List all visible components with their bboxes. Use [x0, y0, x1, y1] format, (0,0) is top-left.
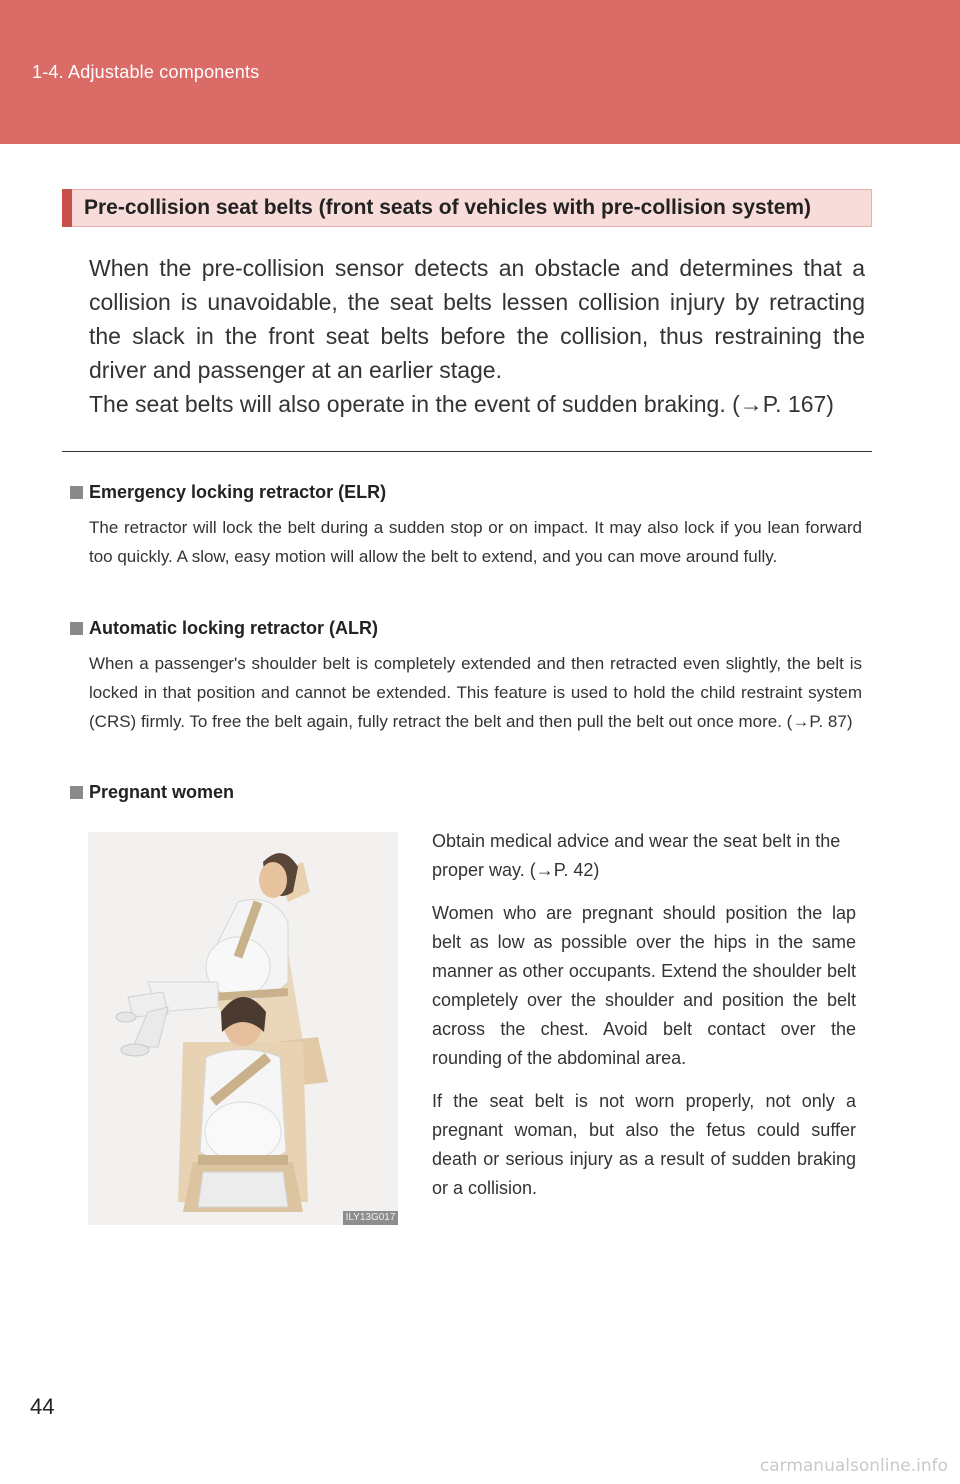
item-heading-text: Emergency locking retractor (ELR): [89, 482, 387, 502]
bullet-square-icon: [70, 622, 83, 635]
figure-code: ILY13G017: [343, 1211, 398, 1225]
intro-text: [89, 251, 865, 421]
pregnant-paragraph-1: Obtain medical advice and wear the seat belt in the proper way. (→P. 42): [432, 831, 841, 880]
seatbelt-illustration-svg: [88, 832, 398, 1225]
item-pregnant: [70, 782, 862, 803]
item-elr: [70, 482, 862, 571]
pregnant-paragraph-2: Women who are pregnant should position the lap belt as low as possible over the hips in the same manner as other occupants. Extend the shoulder belt completely over the shoulder and position the belt across the chest. Avoid belt contact over the rounding of the abdominal area.: [432, 903, 856, 1068]
pregnant-women-text: [432, 827, 856, 1217]
item-heading-text: Pregnant women: [89, 782, 235, 802]
pregnant-paragraph-3: If the seat belt is not worn properly, not only a pregnant woman, but also the fetus could suffer death or serious injury as a result of sudden braking or a collision.: [432, 1091, 856, 1198]
intro-paragraph-1: When the pre-collision sensor detects an obstacle and determines that a collision is unavoidable, the seat belts lessen collision injury by retracting the slack in the front seat belts before the collision, thus restraining the driver and passenger at an earlier stage.: [89, 255, 865, 383]
page-number: 44: [30, 1394, 55, 1419]
item-heading: [70, 618, 862, 639]
section-divider: [62, 451, 872, 452]
item-body: The retractor will lock the belt during a sudden stop or on impact. It may also lock if you lean forward too quickly. A slow, easy motion will allow the belt to extend, and you can move around fully.: [89, 518, 862, 566]
item-heading: [70, 782, 862, 803]
section-title: Pre-collision seat belts (front seats of vehicles with pre-collision system): [84, 196, 812, 219]
pregnant-seatbelt-illustration: [88, 832, 398, 1225]
watermark: carmanualsonline.info: [759, 1456, 948, 1476]
item-heading: [70, 482, 862, 503]
item-alr: [70, 618, 862, 736]
intro-paragraph-2: The seat belts will also operate in the event of sudden braking. (→P. 167): [89, 391, 834, 417]
bullet-square-icon: [70, 786, 83, 799]
section-title-accent: [62, 189, 72, 227]
item-body: When a passenger's shoulder belt is completely extended and then retracted even slightly, the belt is locked in that position and cannot be extended. This feature is used to hold the child restraint system (CRS) firmly. To free the belt again, fully retract the belt and then pull the belt out once more. (→P. 87): [89, 654, 862, 731]
page-header: [0, 0, 960, 144]
bullet-square-icon: [70, 486, 83, 499]
section-label: 1-4. Adjustable components: [32, 62, 260, 82]
item-heading-text: Automatic locking retractor (ALR): [89, 618, 379, 638]
